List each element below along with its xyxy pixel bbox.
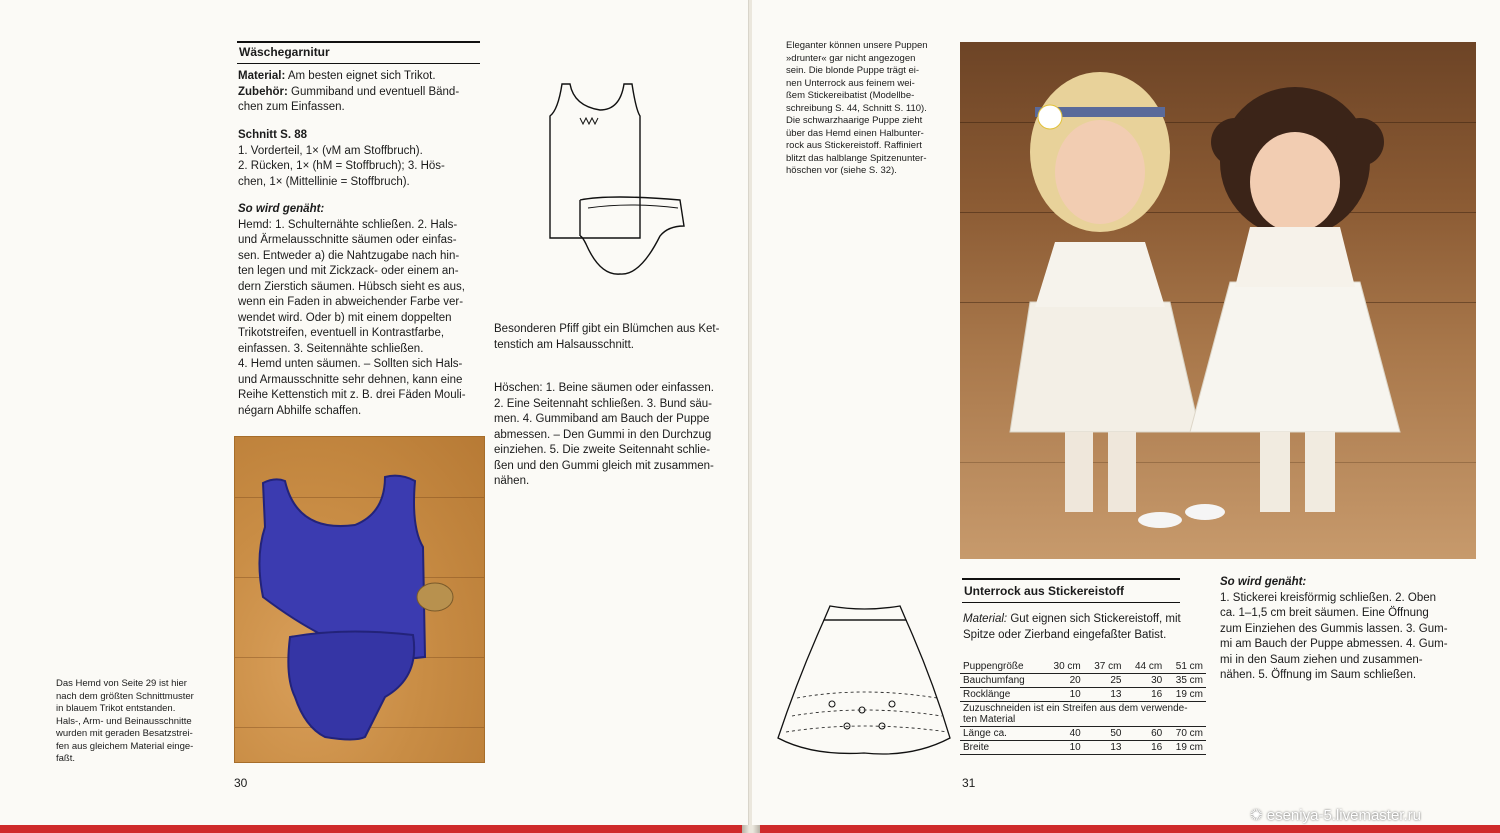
instructions-block — [238, 202, 488, 419]
hoeschen-block — [494, 381, 734, 490]
table-cell: Breite — [960, 741, 1043, 755]
hemd-line: Trikotstreifen, eventuell in Kontrastfarbe, — [238, 327, 445, 339]
table-cell: 25 — [1084, 674, 1125, 688]
caption-line: rock aus Stickereistoff. Raffiniert — [786, 140, 922, 151]
hemd-line: und Armausschnitte sehr dehnen, kann eine — [238, 373, 463, 386]
watermark — [1250, 806, 1421, 824]
table-cell: 16 — [1124, 688, 1165, 702]
table-cell: 10 — [1043, 688, 1084, 702]
step-line: ca. 1–1,5 cm breit säumen. Eine Öffnung — [1220, 607, 1429, 619]
hemd-line: sen. Entweder a) die Nahtzugabe nach hin- — [238, 249, 460, 262]
so-wird-heading: So wird genäht: — [1220, 576, 1307, 588]
caption-line: Hals-, Arm- und Beinausschnitte — [56, 715, 192, 727]
caption-line: faßt. — [56, 753, 76, 764]
step-line: zum Einziehen des Gummis lassen. 3. Gum- — [1220, 622, 1448, 635]
material-label: Material: — [238, 70, 286, 82]
table-row — [960, 674, 1206, 688]
hemd-line: négarn Abhilfe schaffen. — [238, 404, 362, 417]
hoeschen-line: abmessen. – Den Gummi in den Durchzug — [494, 428, 712, 441]
schnitt-line: 2. Rücken, 1× (hM = Stoffbruch); 3. Hös- — [238, 160, 445, 172]
page-number: 30 — [234, 776, 248, 790]
table-note-line: ten Material — [963, 714, 1016, 725]
material-text: Am besten eignet sich Trikot. — [287, 70, 436, 82]
hemd-line: wenn ein Faden in abweichender Farbe ver- — [238, 296, 464, 308]
dolls-photo — [960, 42, 1476, 559]
material-label: Material: — [963, 613, 1008, 625]
table-row — [960, 727, 1206, 741]
step-line: 1. Stickerei kreisförmig schließen. 2. Oben — [1220, 591, 1437, 604]
caption-line: Eleganter können unsere Puppen — [786, 40, 928, 51]
table-cell: 16 — [1124, 741, 1165, 755]
blue-undershirt-photo — [234, 436, 485, 763]
caption-line: ßem Stickereibatist (Modellbe- — [786, 90, 915, 101]
table-cell: Bauchumfang — [960, 674, 1043, 688]
petticoat-pattern-illustration — [772, 598, 957, 758]
title-underline — [962, 602, 1180, 603]
caption-line: nach dem größten Schnittmuster — [56, 690, 194, 702]
pfiff-line: tenstich am Halsausschnitt. — [494, 338, 634, 351]
hoeschen-line: ßen und den Gummi gleich mit zusammen- — [494, 459, 714, 472]
caption-line: über das Hemd einen Halbunter- — [786, 127, 924, 139]
caption-line: nen Unterrock aus feinem wei- — [786, 77, 915, 89]
table-row — [960, 741, 1206, 755]
table-cell: 37 cm — [1084, 660, 1125, 674]
title-rule — [237, 41, 480, 43]
table-header-row — [960, 660, 1206, 674]
step-line: mi in den Saum ziehen und zusammen- — [1220, 653, 1423, 666]
table-cell: 30 — [1124, 674, 1165, 688]
step-line: mi am Bauch der Puppe abmessen. 4. Gum- — [1220, 638, 1448, 650]
table-cell: 10 — [1043, 741, 1084, 755]
hoeschen-line: nähen. — [494, 475, 530, 487]
hemd-line: Hemd: 1. Schulternähte schließen. 2. Hals- — [238, 218, 458, 231]
hemd-line: und Ärmelausschnitte säumen oder einfas- — [238, 234, 457, 246]
caption-line: in blauem Trikot entstanden. — [56, 703, 176, 714]
caption-line: Das Hemd von Seite 29 ist hier — [56, 678, 187, 689]
step-line: nähen. 5. Öffnung im Saum schließen. — [1220, 669, 1417, 681]
table-cell: 50 — [1084, 727, 1125, 741]
undershirt-pattern-illustration — [540, 76, 690, 286]
table-cell: 51 cm — [1165, 660, 1206, 674]
table-cell: 20 — [1043, 674, 1084, 688]
table-note-line: Zuzuschneiden ist ein Streifen aus dem verwende- — [963, 703, 1188, 714]
schnitt-line: chen, 1× (Mittellinie = Stoffbruch). — [238, 175, 410, 188]
schnitt-line: 1. Vorderteil, 1× (vM am Stoffbruch). — [238, 144, 423, 157]
right-page — [752, 0, 1500, 825]
table-cell: 13 — [1084, 688, 1125, 702]
table-cell: 19 cm — [1165, 741, 1206, 755]
table-cell: 60 — [1124, 727, 1165, 741]
caption-line: schreibung S. 44, Schnitt S. 110). — [786, 102, 927, 114]
hemd-line: Reihe Kettenstich mit z. B. drei Fäden Mouli- — [238, 389, 466, 401]
hemd-line: ten legen und mit Zickzack- oder einem an- — [238, 265, 459, 277]
table-cell: Länge ca. — [960, 727, 1043, 741]
table-cell: Rocklänge — [960, 688, 1043, 702]
section-title: Wäschegarnitur — [239, 45, 330, 59]
table-cell: 40 — [1043, 727, 1084, 741]
caption-line: fen aus gleichem Material einge- — [56, 740, 194, 752]
section-title: Unterrock aus Stickereistoff — [964, 584, 1125, 598]
material-line: Spitze oder Zierband eingefaßter Batist. — [963, 628, 1167, 641]
size-table — [960, 660, 1206, 755]
table-note — [960, 702, 1206, 727]
material-line: Gut eignen sich Stickereistoff, mit — [1010, 613, 1181, 625]
caption-line: Die schwarzhaarige Puppe zieht — [786, 115, 923, 126]
hemd-line: wendet wird. Oder b) mit einem doppelten — [238, 311, 452, 324]
material-block — [963, 612, 1198, 643]
table-note-row — [960, 702, 1206, 727]
table-cell: 44 cm — [1124, 660, 1165, 674]
title-underline — [237, 63, 480, 64]
zubehoer-line: chen zum Einfassen. — [238, 101, 345, 113]
title-rule — [962, 578, 1180, 580]
hoeschen-line: einziehen. 5. Die zweite Seitennaht schlie- — [494, 444, 711, 456]
zubehoer-line: Gummiband und eventuell Bänd- — [291, 85, 460, 98]
watermark-icon: ✺ — [1250, 807, 1263, 824]
hoeschen-line: 2. Eine Seitennaht schließen. 3. Bund säu- — [494, 397, 713, 410]
material-block — [238, 69, 488, 116]
hoeschen-line: men. 4. Gummiband am Bauch der Puppe — [494, 413, 710, 425]
left-page — [0, 0, 749, 825]
zubehoer-label: Zubehör: — [238, 85, 288, 98]
table-cell: 30 cm — [1043, 660, 1084, 674]
blue-garments — [235, 437, 484, 762]
photo-caption — [786, 40, 961, 178]
pfiff-block — [494, 322, 734, 353]
photo-caption — [56, 678, 226, 766]
schnitt-title: Schnitt S. 88 — [238, 129, 308, 141]
caption-line: sein. Die blonde Puppe trägt ei- — [786, 65, 920, 76]
hemd-line: einfassen. 3. Seitennähte schließen. — [238, 342, 424, 355]
table-cell: 19 cm — [1165, 688, 1206, 702]
caption-line: höschen vor (siehe S. 32). — [786, 165, 897, 176]
hemd-line: dern Zierstich säumen. Hübsch sieht es aus, — [238, 280, 465, 293]
caption-line: »drunter« gar nicht angezogen — [786, 52, 916, 64]
caption-line: wurden mit geraden Besatzstrei- — [56, 728, 193, 739]
hemd-line: 4. Hemd unten säumen. – Sollten sich Hals- — [238, 358, 463, 370]
caption-line: blitzt das halblange Spitzenunter- — [786, 152, 927, 164]
schnitt-block — [238, 128, 488, 190]
table-row — [960, 688, 1206, 702]
table-cell: 13 — [1084, 741, 1125, 755]
table-cell: Puppengröße — [960, 660, 1043, 674]
hoeschen-line: Höschen: 1. Beine säumen oder einfassen. — [494, 382, 714, 394]
watermark-text: eseniya-5.livemaster.ru — [1266, 807, 1421, 824]
dolls-illustration — [960, 42, 1476, 559]
table-cell: 70 cm — [1165, 727, 1206, 741]
instructions-block — [1220, 575, 1490, 684]
so-wird-heading: So wird genäht: — [238, 203, 325, 215]
page-number: 31 — [962, 776, 976, 790]
pfiff-line: Besonderen Pfiff gibt ein Blümchen aus Ket- — [494, 323, 720, 335]
table-cell: 35 cm — [1165, 674, 1206, 688]
